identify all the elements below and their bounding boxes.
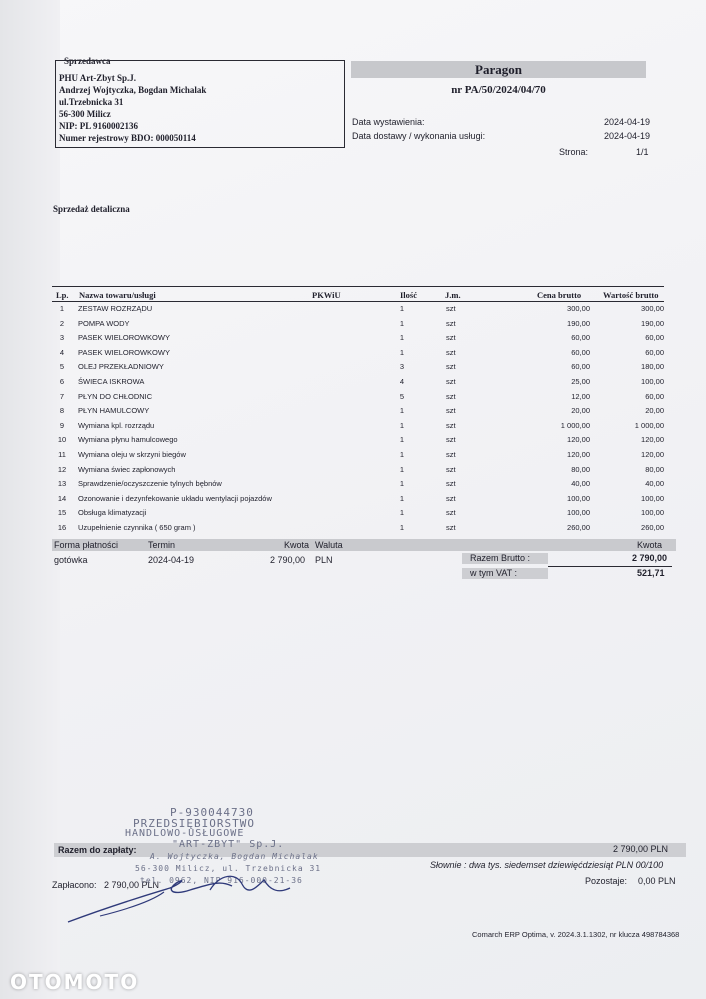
row-name: ZESTAW ROZRZĄDU: [78, 304, 153, 313]
paid-label: Zapłacono:: [52, 880, 97, 890]
row-qty: 5: [399, 391, 405, 401]
row-qty: 1: [399, 406, 405, 416]
row-value: 120,00: [641, 450, 664, 459]
row-lp: 12: [57, 464, 67, 474]
row-name: Sprawdzenie/oczyszczenie tylnych bębnów: [78, 479, 222, 489]
row-unit: szt: [446, 377, 456, 386]
row-value: 120,00: [641, 435, 664, 445]
row-unit: szt: [446, 304, 456, 313]
row-qty: 1: [399, 450, 405, 459]
remaining-label: Pozostaje:: [585, 876, 628, 886]
seller-nip: NIP: PL 9160002136: [59, 121, 139, 131]
document-title: Paragon: [351, 61, 646, 78]
row-lp: 8: [59, 406, 65, 416]
row-value: 300,00: [641, 304, 664, 313]
row-unit: szt: [446, 406, 456, 416]
seller-bdo: Numer rejestrowy BDO: 000050114: [59, 133, 196, 143]
row-unit: szt: [446, 523, 456, 532]
row-unit: szt: [446, 435, 456, 445]
sale-type: Sprzedaż detaliczna: [53, 204, 130, 214]
row-unit: szt: [446, 333, 456, 343]
row-qty: 1: [399, 304, 405, 313]
row-lp: 11: [58, 450, 66, 459]
row-qty: 1: [399, 420, 405, 430]
payment-term-header: Termin: [148, 540, 176, 550]
amount-in-words: Słownie : dwa tys. siedemset dziewięćdziesiąt PLN 00/100: [430, 860, 664, 870]
row-value: 20,00: [645, 406, 664, 416]
to-pay-value: 2 790,00 PLN: [613, 844, 669, 854]
col-unit: J.m.: [445, 290, 461, 300]
row-price: 120,00: [567, 450, 590, 459]
payment-method: gotówka: [54, 555, 88, 565]
row-qty: 1: [399, 493, 405, 503]
row-lp: 13: [57, 479, 67, 489]
seller-city: 56-300 Milicz: [59, 109, 111, 119]
row-price: 100,00: [567, 508, 590, 518]
row-unit: szt: [446, 420, 456, 430]
row-lp: 3: [59, 333, 65, 343]
row-price: 100,00: [567, 493, 590, 503]
row-price: 12,00: [571, 391, 590, 401]
row-unit: szt: [446, 479, 456, 489]
payment-currency: PLN: [315, 555, 333, 565]
issue-date: 2024-04-19: [604, 117, 651, 127]
seller-heading: Sprzedawca: [64, 56, 111, 66]
row-price: 60,00: [571, 347, 590, 357]
row-lp: 15: [57, 508, 67, 518]
row-name: Uzupełnienie czynnika ( 650 gram ): [78, 523, 196, 532]
issue-date-label: Data wystawienia:: [352, 117, 425, 127]
row-price: 20,00: [571, 406, 590, 416]
row-value: 260,00: [641, 523, 664, 532]
col-pkwiu: PKWiU: [312, 290, 341, 300]
col-price: Cena brutto: [537, 290, 582, 300]
otomoto-watermark: OTOMOTO: [10, 970, 140, 994]
row-lp: 2: [59, 318, 65, 328]
page-value: 1/1: [636, 147, 649, 157]
row-name: PŁYN HAMULCOWY: [78, 406, 150, 416]
row-value: 60,00: [645, 347, 664, 357]
row-value: 180,00: [641, 362, 664, 372]
row-name: Obsługa klimatyzacji: [78, 508, 147, 518]
row-value: 100,00: [641, 493, 664, 503]
row-lp: 6: [59, 377, 65, 386]
row-unit: szt: [446, 391, 456, 401]
page-label: Strona:: [559, 147, 589, 157]
row-qty: 1: [399, 333, 405, 343]
row-lp: 10: [57, 435, 67, 445]
gross-label: Razem Brutto :: [470, 553, 531, 563]
seller-name: PHU Art-Zbyt Sp.J.: [59, 73, 137, 83]
row-unit: szt: [446, 493, 456, 503]
stamp-line: PRZEDSIĘBIORSTWO: [133, 817, 255, 830]
seller-owners: Andrzej Wojtyczka, Bogdan Michalak: [59, 85, 207, 95]
col-value: Wartość brutto: [603, 290, 659, 300]
row-price: 1 000,00: [560, 420, 590, 430]
col-lp: Lp.: [56, 290, 69, 300]
row-name: ŚWIECA ISKROWA: [78, 377, 145, 386]
row-lp: 9: [59, 420, 65, 430]
row-qty: 1: [399, 479, 405, 489]
vat-amount-header: Kwota: [637, 540, 663, 550]
row-lp: 14: [57, 493, 67, 503]
payment-method-header: Forma płatności: [54, 540, 119, 550]
paid-value: 2 790,00 PLN: [104, 880, 160, 890]
row-name: Wymiana świec zapłonowych: [78, 464, 176, 474]
remaining-value: 0,00 PLN: [638, 876, 676, 886]
payment-currency-header: Waluta: [315, 540, 343, 550]
row-name: POMPA WODY: [78, 318, 130, 328]
vat-label: w tym VAT :: [470, 568, 518, 578]
row-unit: szt: [446, 464, 456, 474]
seller-street: ul.Trzebnicka 31: [59, 97, 124, 107]
row-name: Wymiana płynu hamulcowego: [78, 435, 178, 445]
stamp-line: "ART-ZBYT" Sp.J.: [172, 839, 285, 850]
row-lp: 5: [59, 362, 65, 372]
row-price: 300,00: [567, 304, 590, 313]
row-unit: szt: [446, 508, 456, 518]
seller-box: [55, 60, 345, 148]
delivery-date: 2024-04-19: [604, 131, 651, 141]
row-lp: 7: [59, 391, 65, 401]
paper-edge: [0, 0, 60, 999]
handwritten-signature: [60, 860, 320, 930]
row-value: 190,00: [641, 318, 664, 328]
row-name: Ozonowanie i dezynfekowanie układu wentylacji pojazdów: [78, 493, 272, 503]
row-qty: 1: [399, 523, 405, 532]
stamp-line: tel. 0962, NIP 916-000-21-36: [140, 876, 303, 885]
row-qty: 1: [399, 435, 405, 445]
row-lp: 4: [59, 347, 65, 357]
to-pay-label: Razem do zapłaty:: [58, 845, 137, 855]
row-qty: 3: [399, 362, 405, 372]
row-qty: 1: [399, 347, 405, 357]
row-qty: 4: [399, 377, 405, 386]
payment-term: 2024-04-19: [148, 555, 195, 565]
row-price: 25,00: [571, 377, 590, 386]
row-value: 60,00: [645, 333, 664, 343]
stamp-line: P-930044730: [170, 806, 254, 819]
software-footer: Comarch ERP Optima, v. 2024.3.1.1302, nr klucza 498784368: [472, 930, 680, 939]
row-qty: 1: [399, 464, 405, 474]
document-number: nr PA/50/2024/04/70: [451, 84, 546, 96]
row-price: 60,00: [571, 333, 590, 343]
payment-amount: 2 790,00: [270, 555, 306, 565]
row-lp: 1: [59, 304, 65, 313]
row-unit: szt: [446, 347, 456, 357]
row-price: 40,00: [571, 479, 590, 489]
row-value: 80,00: [645, 464, 664, 474]
row-unit: szt: [446, 318, 456, 328]
row-price: 60,00: [571, 362, 590, 372]
row-qty: 1: [399, 508, 405, 518]
row-name: PASEK WIELOROWKOWY: [78, 333, 170, 343]
col-name: Nazwa towaru/usługi: [79, 290, 156, 300]
row-price: 190,00: [567, 318, 590, 328]
col-qty: Ilość: [400, 290, 417, 300]
payment-header-bar: [52, 539, 676, 551]
row-name: OLEJ PRZEKŁADNIOWY: [78, 362, 164, 372]
row-value: 100,00: [641, 377, 664, 386]
row-unit: szt: [446, 362, 456, 372]
row-price: 80,00: [571, 464, 590, 474]
row-qty: 1: [399, 318, 405, 328]
to-pay-bar: [54, 843, 686, 857]
row-name: PŁYN DO CHŁODNIC: [78, 391, 153, 401]
table-header-rule: [52, 301, 664, 302]
stamp-line: A. Wojtyczka, Bogdan Michalak: [150, 852, 319, 861]
payment-amount-header: Kwota: [284, 540, 310, 550]
row-value: 60,00: [645, 391, 664, 401]
row-lp: 16: [57, 523, 67, 532]
row-name: Wymiana oleju w skrzyni biegów: [78, 450, 186, 459]
vat-value: 521,71: [637, 568, 665, 578]
row-value: 1 000,00: [634, 420, 664, 430]
row-name: PASEK WIELOROWKOWY: [78, 347, 170, 357]
row-value: 40,00: [645, 479, 664, 489]
delivery-date-label: Data dostawy / wykonania usługi:: [352, 131, 486, 141]
row-unit: szt: [446, 450, 456, 459]
row-name: Wymiana kpl. rozrządu: [78, 420, 155, 430]
row-price: 260,00: [567, 523, 590, 532]
row-price: 120,00: [567, 435, 590, 445]
gross-value: 2 790,00: [632, 553, 668, 563]
table-top-rule: [52, 286, 664, 287]
row-value: 100,00: [641, 508, 664, 518]
stamp-line: HANDLOWO-USŁUGOWE: [125, 828, 245, 839]
stamp-line: 56-300 Milicz, ul. Trzebnicka 31: [135, 864, 322, 873]
